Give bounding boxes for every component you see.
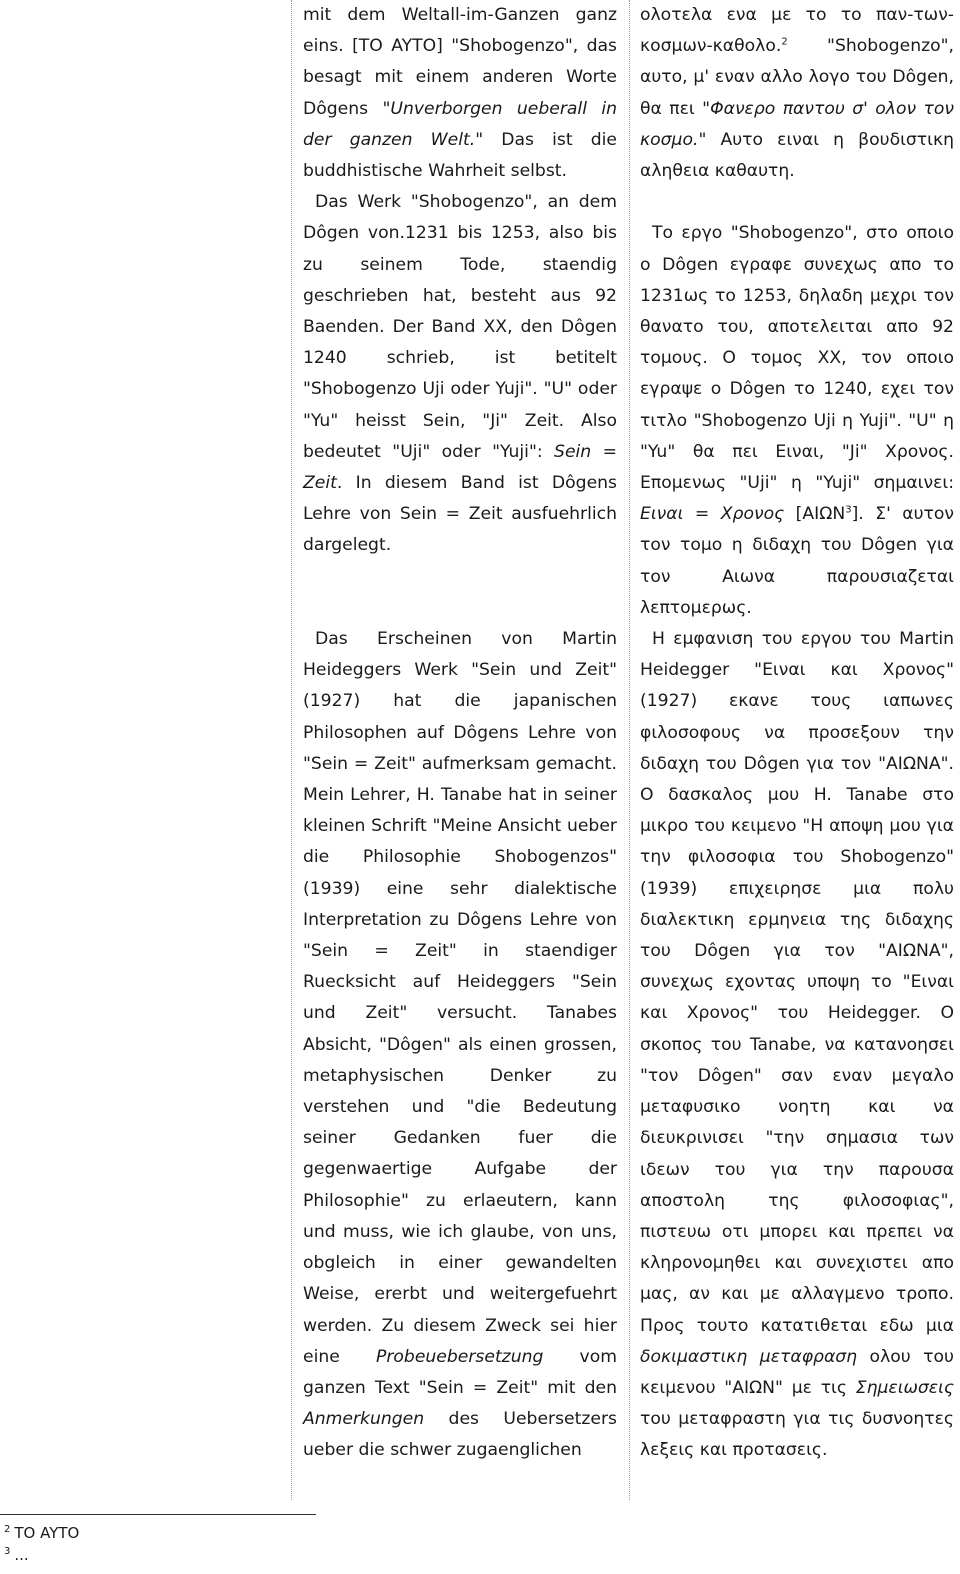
greek-paragraph-1: ολοτελα ενα με το το παν-των-κοσμων-καθολο.$^2$ "Shobogenzo", αυτο, μ' εναν αλλο λογο του Dôgen, θα πει "Φανερο παντου σ' ολον τον κοσμο." Αυτο ειναι η βουδιστικη αληθεια καθαυτη. bbox=[640, 5, 954, 182]
footnote-ref-3[interactable]: 3 bbox=[845, 504, 852, 516]
greek-italic-phrase: Φανερο παντου σ' ολον τον κοσμο. bbox=[640, 98, 954, 150]
footnotes bbox=[4, 1522, 79, 1566]
greek-italic-dokimastiki: δοκιμαστικη μεταφραση bbox=[640, 1346, 858, 1367]
greek-paragraph-2: Το εργο "Shobogenzo", στο οποιο ο Dôgen εγραφε συνεχως απο το 1231ως το 1253, δηλαδη μεχρι τον θανατο του, αποτελειται απο 92 τομους. Ο τομος XX, τον οποιο εγραψε ο Dôgen το 1240, εχει τον τιτλο "Shobogenzo Uji η Yuji". "U" η "Yu" θα πει Ειναι, "Ji" Χρονος. Επομενως "Uji" η "Yuji" σημαινει: Ειναι = Χρονος [ΑΙΩΝ$^3$]. Σ' αυτον τον τομο η διδαχη του Dôgen για τον Αιωνα παρουσιαζεται λεπτομερως. bbox=[640, 223, 955, 618]
german-italic-phrase: Unverborgen ueberall in der ganzen Welt. bbox=[303, 98, 618, 150]
greek-italic-einai-xronos: Ειναι = Χρονος bbox=[640, 504, 785, 525]
greek-paragraph-3: Η εμφανιση του εργου του Martin Heidegger "Ειναι και Χρονος" (1927) εκανε τους ιαπωνες φιλοσοφους να προσεξουν την διδαχη του Dôgen για τον "ΑΙΩΝΑ". Ο δασκαλος μου H. Tanabe στο μικρο του κειμενο "Η αποψη μου για την φιλοσοφια του Shobogenzo" (1939) επιχειρησε μια πολυ διαλεκτικη ερμηνεια της διδαχης του Dôgen για τον "ΑΙΩΝΑ", συνεχως εχοντας υποψη το "Ειναι και Χρονος" του Heidegger. Ο σκοπος του Tanabe, να κατανοησει "τον Dôgen" σαν εναν μεγαλο μεταφυσικο νοητη και να διευκρινισει "την σημασια των ιδεων του για την παρουσα αποστολη της φιλοσοφιας", πιστευω οτι μπορει και πρεπει να κληρονομηθει και συνεχιστει απο μας, αν και με αλλαγμενο τροπο. Προς τουτο κατατιθεται εδω μια δοκιμαστικη μεταφραση ολου του κειμενου "ΑΙΩΝ" με τις Σημειωσεις του μεταφραστη για τις δυσνοητες λεξεις και προτασεις. bbox=[640, 629, 954, 1461]
german-italic-sein-zeit: Sein = Zeit bbox=[303, 441, 617, 494]
german-paragraph-1: mit dem Weltall-im-Ganzen ganz eins. [TO AYTO] "Shobogenzo", das besagt mit einem anderen Worte Dôgens "Unverborgen ueberall in der ganzen Welt." Das ist die buddhistische Wahrheit selbst. bbox=[303, 5, 618, 182]
german-paragraph-3: Das Erscheinen von Martin Heideggers Werk "Sein und Zeit" (1927) hat die japanischen Philosophen auf Dôgens Lehre von "Sein = Zeit" aufmerksam gemacht. Mein Lehrer, H. Tanabe hat in seiner kleinen Schrift "Meine Ansicht ueber die Philosophie Shobogenzos" (1939) eine sehr dialektische Interpretation zu Dôgens Lehre von "Sein = Zeit" in staendiger Ruecksicht auf Heideggers "Sein und Zeit" versucht. Tanabes Absicht, "Dôgen" als einen grossen, metaphysischen Denker zu verstehen und "die Bedeutung seiner Gedanken fuer die gegenwaertige Aufgabe der Philosophie" zu erlaeutern, kann und muss, wie ich glaube, von uns, obgleich in einer gewandelten Weise, ererbt und weitergefuehrt werden. Zu diesem Zweck sei hier eine Probeuebersetzung vom ganzen Text "Sein = Zeit" mit den Anmerkungen des Uebersetzers ueber die schwer zugaenglichen bbox=[303, 629, 617, 1461]
german-italic-anmerkungen: Anmerkungen bbox=[303, 1409, 425, 1430]
footnote-separator bbox=[0, 1514, 316, 1515]
greek-italic-simeioseis: Σημειωσεις bbox=[855, 1377, 954, 1398]
column-divider-middle bbox=[629, 0, 630, 1500]
footnote-3: $^3$ ... bbox=[4, 1546, 29, 1564]
german-paragraph-2: Das Werk "Shobogenzo", an dem Dôgen von.1231 bis 1253, also bis zu seinem Tode, staendig geschrieben hat, besteht aus 92 Baenden. Der Band XX, den Dôgen 1240 schrieb, ist betitelt "Shobogenzo Uji oder Yuji". "U" oder "Yu" heisst Sein, "Ji" Zeit. Also bedeutet "Uji" oder "Yuji": Sein = Zeit. In diesem Band ist Dôgens Lehre von Sein = Zeit ausfuehrlich dargelegt. bbox=[303, 192, 617, 556]
german-column bbox=[303, 0, 617, 1467]
column-divider-left bbox=[291, 0, 292, 1500]
german-italic-probeuebersetzung: Probeuebersetzung bbox=[375, 1346, 544, 1367]
greek-column bbox=[640, 0, 954, 1467]
footnote-ref-2[interactable]: 2 bbox=[781, 36, 788, 48]
footnote-2: $^2$ TO AYTO bbox=[4, 1524, 80, 1542]
